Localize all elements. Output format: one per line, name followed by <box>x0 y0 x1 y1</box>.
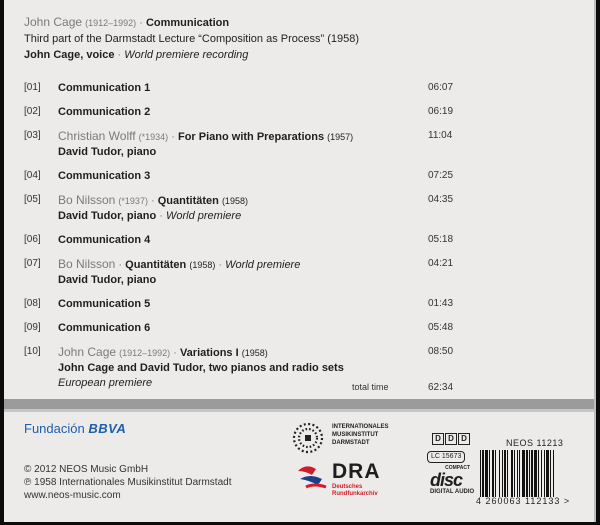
track-number: [02] <box>24 106 41 117</box>
compact-text: COMPACT <box>445 465 470 471</box>
track-performer: John Cage and David Tudor, two pianos and radio sets <box>58 362 344 374</box>
track-number: [01] <box>24 82 41 93</box>
track-year: (1958) <box>221 196 248 206</box>
imd-logo-text <box>332 423 389 447</box>
ddd-letter: D <box>432 433 444 445</box>
track-row <box>24 230 564 254</box>
divider-band-highlight <box>4 409 594 412</box>
track-title: Quantitäten <box>157 195 219 207</box>
track-number: [10] <box>24 346 41 357</box>
separator: · <box>173 347 177 359</box>
track-time: 04:35 <box>428 194 454 205</box>
ddd-badge <box>432 433 470 445</box>
bbva-word: BBVA <box>88 421 127 436</box>
track-time: 05:18 <box>428 234 454 245</box>
track-number: [06] <box>24 234 41 245</box>
track-row <box>24 318 564 342</box>
track-time: 11:04 <box>428 130 453 141</box>
header-performer-line <box>24 47 564 63</box>
track-number: [07] <box>24 258 41 269</box>
track-title: Communication 5 <box>58 298 151 310</box>
header-title-line <box>24 14 564 31</box>
track-composer: John Cage <box>58 345 117 359</box>
track-performer: David Tudor, piano <box>58 274 157 286</box>
track-row <box>24 254 564 294</box>
track-row <box>24 342 564 397</box>
catalog-number: NEOS 11213 <box>506 438 564 448</box>
imd-line-1: INTERNATIONALES <box>332 424 389 430</box>
track-time: 06:07 <box>428 82 454 93</box>
track-number: [08] <box>24 298 41 309</box>
copyright-block <box>24 463 231 502</box>
track-title: Communication 6 <box>58 322 151 334</box>
track-title: Communication 3 <box>58 170 151 182</box>
track-row <box>24 102 564 126</box>
total-time-label: total time <box>352 382 389 392</box>
track-composer: Christian Wolff <box>58 129 136 143</box>
fundacion-bbva-logo <box>24 421 126 436</box>
track-composer: Bo Nilsson <box>58 257 116 271</box>
imd-line-3: DARMSTADT <box>332 440 370 446</box>
header <box>24 14 564 63</box>
separator: · <box>159 210 163 222</box>
track-time: 07:25 <box>428 170 454 181</box>
barcode-icon <box>478 450 590 497</box>
separator: · <box>151 195 155 207</box>
track-composer-dates: (*1937) <box>118 196 148 206</box>
track-time: 06:19 <box>428 106 454 117</box>
track-composer-dates: (1912–1992) <box>119 348 171 358</box>
track-row <box>24 126 564 166</box>
track-title: For Piano with Preparations <box>177 131 325 143</box>
divider-band <box>4 399 594 409</box>
dra-subtitle <box>332 484 378 498</box>
imd-seal-icon <box>288 418 328 458</box>
track-time: 01:43 <box>428 298 454 309</box>
separator: · <box>171 131 175 143</box>
header-separator: · <box>139 17 143 29</box>
track-number: [09] <box>24 322 41 333</box>
track-composer: Bo Nilsson <box>58 193 116 207</box>
dra-logo-text: DRA <box>332 460 381 483</box>
track-title: Communication 1 <box>58 82 151 94</box>
barcode-number: 4 260063 112133 > <box>476 496 571 506</box>
track-performer: David Tudor, piano <box>58 210 157 222</box>
track-note: European premiere <box>58 377 153 389</box>
track-number: [04] <box>24 170 41 181</box>
label-code-badge: LC 15673 <box>427 451 465 463</box>
digital-audio-text: DIGITAL AUDIO <box>430 489 475 495</box>
track-note: World premiere <box>166 210 242 222</box>
track-performer-line <box>58 209 564 224</box>
track-title: Communication 2 <box>58 106 151 118</box>
right-edge-highlight <box>594 0 596 525</box>
track-performer: David Tudor, piano <box>58 146 157 158</box>
dra-swoosh-icon <box>296 459 330 491</box>
imd-line-2: MUSIKINSTITUT <box>332 432 379 438</box>
fundacion-word: Fundación <box>24 421 85 436</box>
compact-disc-logo <box>430 465 475 495</box>
track-year: (1958) <box>241 348 268 358</box>
left-edge <box>0 0 4 525</box>
track-row <box>24 190 564 230</box>
header-performer: John Cage, voice <box>24 49 115 61</box>
disc-text: disc <box>430 470 463 490</box>
website-link[interactable]: www.neos-music.com <box>24 490 121 501</box>
header-composer-dates: (1912–1992) <box>85 18 137 28</box>
right-edge <box>596 0 600 525</box>
header-note: World premiere recording <box>124 49 249 61</box>
track-number: [05] <box>24 194 41 205</box>
copyright-line-1: © 2012 NEOS Music GmbH <box>24 464 149 475</box>
ddd-letter: D <box>458 433 470 445</box>
dra-sub-line-1: Deutsches <box>332 484 363 490</box>
separator: · <box>218 259 223 271</box>
track-title: Quantitäten <box>125 259 187 271</box>
track-row <box>24 78 564 102</box>
track-title: Variations I <box>179 347 239 359</box>
track-composer-dates: (*1934) <box>138 132 169 142</box>
track-time: 04:21 <box>428 258 454 269</box>
separator: · <box>118 259 123 271</box>
track-list <box>24 78 564 397</box>
dra-sub-line-2: Rundfunkarchiv <box>332 491 378 497</box>
track-title: Communication 4 <box>58 234 151 246</box>
header-subtitle: Third part of the Darmstadt Lecture “Composition as Process” (1958) <box>24 33 360 45</box>
total-time-value: 62:34 <box>428 382 454 393</box>
header-separator-2: · <box>117 49 122 61</box>
track-row <box>24 166 564 190</box>
track-time: 05:48 <box>428 322 454 333</box>
track-year: (1958) <box>189 260 216 270</box>
ddd-letter: D <box>445 433 457 445</box>
track-note: World premiere <box>225 259 301 271</box>
track-time: 08:50 <box>428 346 454 357</box>
copyright-line-2: ℗ 1958 Internationales Musikinstitut Darmstadt <box>24 477 232 488</box>
track-row <box>24 294 564 318</box>
header-composer: John Cage <box>24 15 83 29</box>
header-title: Communication <box>145 17 230 29</box>
track-year: (1957) <box>327 132 354 142</box>
track-number: [03] <box>24 130 41 141</box>
